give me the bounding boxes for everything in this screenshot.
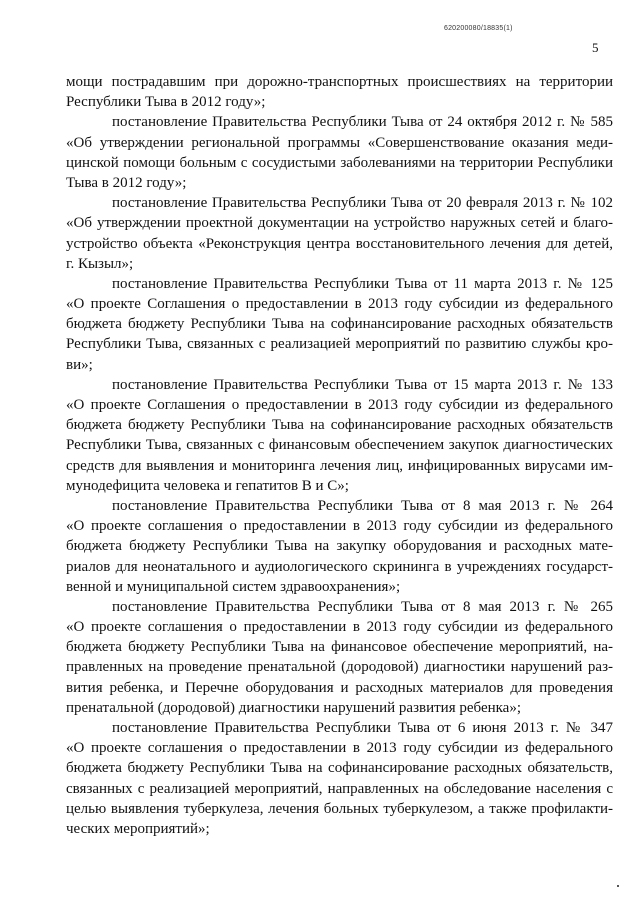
- text-line: «О проекте соглашения о предоставлении в 2013 году субсидии из федерального: [66, 619, 613, 636]
- text-line: венной и муниципальной систем здравоохранения»;: [66, 578, 401, 595]
- scan-artifact-dot: [617, 885, 619, 887]
- text-line: бюджета бюджету Республики Тыва на софинансирование расходных обязательств: [66, 417, 613, 434]
- text-line: Тыва в 2012 году»;: [66, 174, 187, 191]
- text-line: бюджета бюджету Республики Тыва на софинансирование расходных обязательств: [66, 316, 613, 333]
- text-line: цинской помощи больным с сосудистыми заболеваниями на территории Республики: [66, 154, 613, 171]
- paragraph-first-line: постановление Правительства Республики Тыва от 8 мая 2013 г. № 265: [112, 598, 613, 615]
- text-line: устройство объекта «Реконструкция центра восстановительного лечения для детей,: [66, 235, 613, 252]
- document-body: [66, 72, 613, 839]
- text-line: правленных на проведение пренатальной (дородовой) диагностики нарушений раз-: [66, 659, 613, 676]
- text-line: Республики Тыва в 2012 году»;: [66, 94, 266, 111]
- text-line: Республики Тыва, связанных с финансовым обеспечением закупок диагностических: [66, 437, 613, 454]
- text-line: «Об утверждении проектной документации на устройство наружных сетей и благо-: [66, 215, 613, 232]
- text-line: «О проекте соглашения о предоставлении в 2013 году субсидии из федерального: [66, 518, 613, 535]
- text-line: Республики Тыва, связанных с реализацией мероприятий по развитию службы кро-: [66, 336, 613, 353]
- text-line: мощи пострадавшим при дорожно-транспортных происшествиях на территории: [66, 74, 613, 90]
- text-line: ви»;: [66, 356, 93, 373]
- text-line: бюджета бюджету Республики Тыва на софинансирование расходных обязательств,: [66, 760, 613, 777]
- text-line: бюджета бюджету Республики Тыва на закупку оборудования и расходных мате-: [66, 538, 613, 555]
- text-line: «О проекте Соглашения о предоставлении в 2013 году субсидии из федерального: [66, 296, 613, 313]
- paragraph-first-line: постановление Правительства Республики Тыва от 11 марта 2013 г. № 125: [112, 275, 613, 292]
- text-line: пренатальной (дородовой) диагностики нарушений развития ребенка»;: [66, 699, 522, 716]
- paragraph-first-line: постановление Правительства Республики Тыва от 8 мая 2013 г. № 264: [112, 497, 613, 514]
- paragraph-first-line: постановление Правительства Республики Тыва от 6 июня 2013 г. № 347: [112, 720, 613, 736]
- text-line: мунодефицита человека и гепатитов В и С»;: [66, 477, 349, 494]
- paragraph-first-line: постановление Правительства Республики Тыва от 24 октября 2012 г. № 585: [112, 114, 613, 131]
- text-line: «О проекте соглашения о предоставлении в 2013 году субсидии из федерального: [66, 740, 613, 757]
- text-line: «О проекте Соглашения о предоставлении в 2013 году субсидии из федерального: [66, 397, 613, 413]
- text-line: «Об утверждении региональной программы «Совершенствование оказания меди-: [66, 134, 613, 151]
- document-code: 620200080/18835(1): [444, 25, 513, 32]
- text-line: риалов для неонатального и аудиологического скрининга в учреждениях государст-: [66, 558, 613, 575]
- paragraph-first-line: постановление Правительства Республики Тыва от 20 февраля 2013 г. № 102: [112, 195, 613, 212]
- text-line: бюджета бюджету Республики Тыва на финансовое обеспечение мероприятий, на-: [66, 639, 613, 656]
- paragraph-first-line: постановление Правительства Республики Тыва от 15 марта 2013 г. № 133: [112, 376, 613, 393]
- text-line: средств для выявления и мониторинга лечения лиц, инфицированных вирусами им-: [66, 457, 613, 474]
- text-line: вития ребенка, и Перечне оборудования и расходных материалов для проведения: [66, 679, 613, 696]
- text-line: г. Кызыл»;: [66, 255, 134, 272]
- text-line: связанных с реализацией мероприятий, направленных на обследование населения с: [66, 780, 613, 797]
- page-number: 5: [592, 40, 599, 55]
- text-line: ческих мероприятий»;: [66, 820, 210, 837]
- text-line: целью выявления туберкулеза, лечения больных туберкулезом, а также профилакти-: [66, 800, 613, 817]
